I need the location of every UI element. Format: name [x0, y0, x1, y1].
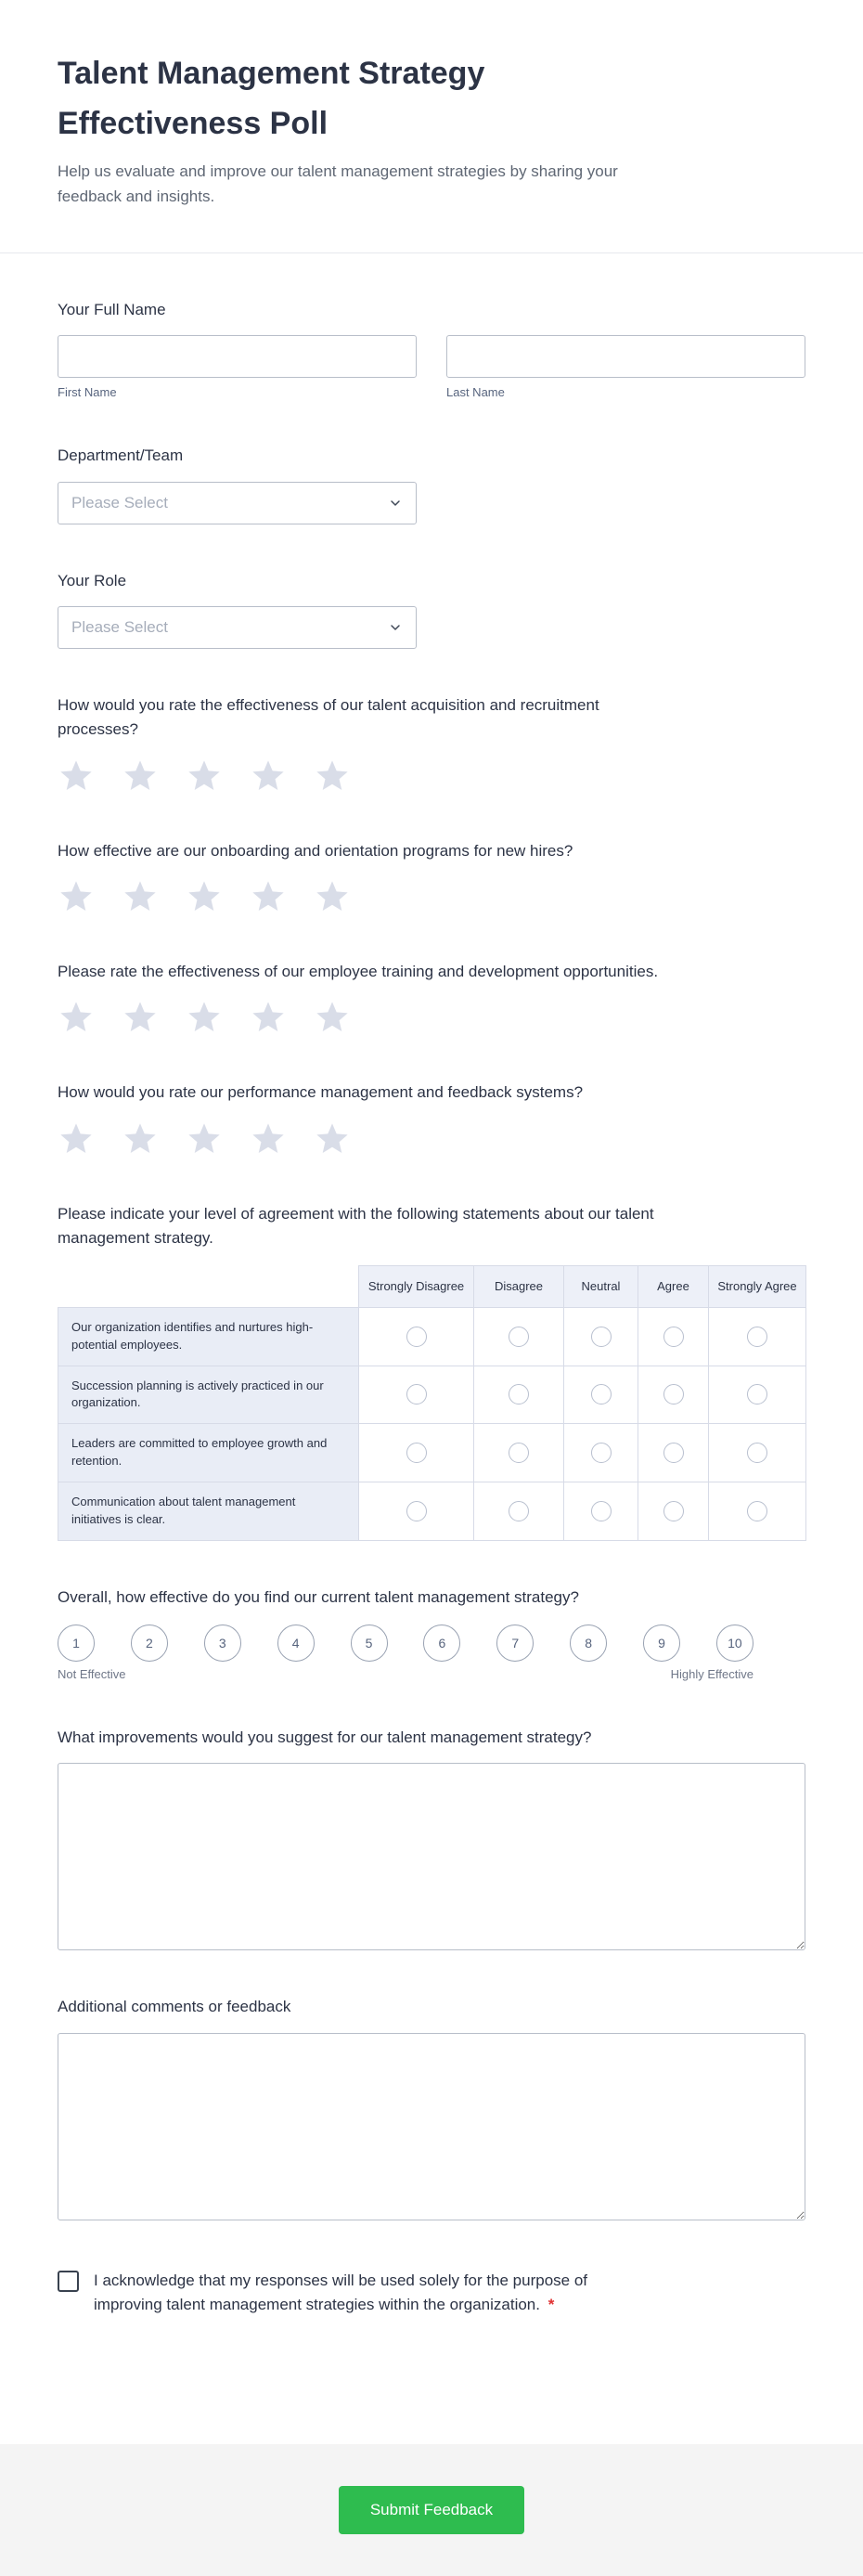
last-name-column	[446, 335, 805, 399]
radio-button[interactable]	[509, 1327, 529, 1347]
form-title: Talent Management Strategy Effectiveness Poll	[58, 56, 485, 142]
scale-option[interactable]: 7	[496, 1625, 534, 1662]
star-icon[interactable]	[186, 878, 223, 915]
matrix-table	[58, 1265, 806, 1540]
star-icon[interactable]	[250, 878, 287, 915]
radio-button[interactable]	[509, 1443, 529, 1463]
role-label: Your Role	[58, 571, 127, 589]
question-full-name	[58, 298, 805, 399]
radio-button[interactable]	[663, 1327, 684, 1347]
star-icon[interactable]	[314, 757, 351, 795]
star-rating	[58, 999, 805, 1036]
question-improvements	[58, 1726, 805, 1950]
question-onboarding-rating	[58, 839, 805, 915]
question-overall-scale	[58, 1586, 805, 1681]
star-icon[interactable]	[250, 999, 287, 1036]
star-icon[interactable]	[186, 757, 223, 795]
overall-scale-label: Overall, how effective do you find our current talent management strategy?	[58, 1587, 579, 1606]
recruitment-rating-label: How would you rate the effectiveness of our talent acquisition and recruitment processes?	[58, 695, 599, 739]
agreement-matrix-label: Please indicate your level of agreement with the following statements about our talent management strategy.	[58, 1204, 654, 1247]
role-select-value: Please Select	[71, 617, 168, 636]
radio-button[interactable]	[747, 1501, 767, 1521]
matrix-column-header: Disagree	[474, 1266, 564, 1308]
question-agreement-matrix	[58, 1202, 805, 1541]
last-name-input[interactable]	[446, 335, 805, 378]
question-acknowledgement	[58, 2269, 805, 2318]
radio-button[interactable]	[406, 1443, 427, 1463]
radio-button[interactable]	[591, 1443, 612, 1463]
matrix-row	[58, 1424, 806, 1482]
scale-option[interactable]: 10	[716, 1625, 754, 1662]
star-icon[interactable]	[250, 1120, 287, 1158]
matrix-row	[58, 1482, 806, 1540]
acknowledgement-text-wrap	[94, 2269, 650, 2318]
star-rating	[58, 1120, 805, 1158]
department-select-value: Please Select	[71, 493, 168, 511]
radio-button[interactable]	[406, 1501, 427, 1521]
radio-button[interactable]	[406, 1327, 427, 1347]
matrix-corner-cell	[58, 1266, 359, 1308]
star-rating	[58, 878, 805, 915]
star-icon[interactable]	[250, 757, 287, 795]
required-asterisk: *	[547, 2295, 555, 2313]
radio-button[interactable]	[591, 1384, 612, 1405]
scale-endpoint-labels	[58, 1667, 754, 1681]
scale-option[interactable]: 9	[643, 1625, 680, 1662]
acknowledgement-checkbox[interactable]	[58, 2271, 79, 2292]
scale-min-label: Not Effective	[58, 1666, 126, 1681]
scale-option[interactable]: 3	[204, 1625, 241, 1662]
chevron-down-icon	[388, 496, 403, 511]
department-label: Department/Team	[58, 447, 184, 465]
scale-max-label: Highly Effective	[670, 1666, 754, 1681]
radio-button[interactable]	[747, 1327, 767, 1347]
improvements-textarea[interactable]	[58, 1763, 805, 1950]
matrix-column-header: Neutral	[564, 1266, 638, 1308]
chevron-down-icon	[388, 620, 403, 635]
matrix-row	[58, 1307, 806, 1366]
matrix-row-label: Leaders are committed to employee growth and retention.	[58, 1424, 359, 1482]
radio-button[interactable]	[747, 1384, 767, 1405]
first-name-input[interactable]	[58, 335, 417, 378]
star-icon[interactable]	[186, 999, 223, 1036]
star-icon[interactable]	[122, 1120, 159, 1158]
form-subtitle: Help us evaluate and improve our talent management strategies by sharing your feedback and insights.	[58, 162, 618, 206]
star-icon[interactable]	[58, 999, 95, 1036]
radio-button[interactable]	[663, 1384, 684, 1405]
role-select[interactable]	[58, 606, 417, 649]
scale-option[interactable]: 6	[423, 1625, 460, 1662]
radio-button[interactable]	[663, 1443, 684, 1463]
department-select[interactable]	[58, 482, 417, 524]
scale-options-row	[58, 1625, 754, 1662]
star-icon[interactable]	[122, 999, 159, 1036]
question-recruitment-rating	[58, 693, 805, 795]
matrix-row	[58, 1366, 806, 1424]
star-icon[interactable]	[314, 999, 351, 1036]
form-header	[0, 0, 863, 252]
star-icon[interactable]	[58, 1120, 95, 1158]
star-icon[interactable]	[58, 757, 95, 795]
submit-button[interactable]: Submit Feedback	[339, 2486, 524, 2534]
question-comments	[58, 1995, 805, 2220]
radio-button[interactable]	[509, 1501, 529, 1521]
matrix-row-label: Communication about talent management initiatives is clear.	[58, 1482, 359, 1540]
question-performance-rating	[58, 1081, 805, 1157]
performance-rating-label: How would you rate our performance management and feedback systems?	[58, 1083, 584, 1102]
star-rating	[58, 757, 805, 795]
scale-widget	[58, 1625, 754, 1681]
star-icon[interactable]	[58, 878, 95, 915]
scale-option[interactable]: 4	[277, 1625, 315, 1662]
training-rating-label: Please rate the effectiveness of our employee training and development opportunities.	[58, 962, 659, 980]
star-icon[interactable]	[122, 757, 159, 795]
scale-option[interactable]: 5	[351, 1625, 388, 1662]
question-role	[58, 569, 805, 649]
improvements-label: What improvements would you suggest for our talent management strategy?	[58, 1728, 592, 1746]
onboarding-rating-label: How effective are our onboarding and orientation programs for new hires?	[58, 841, 573, 860]
matrix-row-label: Succession planning is actively practiced in our organization.	[58, 1366, 359, 1424]
scale-option[interactable]: 2	[131, 1625, 168, 1662]
first-name-sublabel: First Name	[58, 385, 117, 400]
star-icon[interactable]	[314, 878, 351, 915]
matrix-column-header: Strongly Disagree	[359, 1266, 474, 1308]
acknowledgement-text: I acknowledge that my responses will be used solely for the purpose of improving talent management strategies within the organization.	[94, 2271, 588, 2313]
star-icon[interactable]	[314, 1120, 351, 1158]
question-training-rating	[58, 960, 805, 1036]
star-icon[interactable]	[122, 878, 159, 915]
question-department	[58, 444, 805, 524]
last-name-sublabel: Last Name	[446, 385, 505, 400]
scale-option[interactable]: 1	[58, 1625, 95, 1662]
scale-option[interactable]: 8	[570, 1625, 607, 1662]
matrix-column-header: Agree	[638, 1266, 709, 1308]
radio-button[interactable]	[663, 1501, 684, 1521]
form-body	[0, 253, 863, 2354]
matrix-row-label: Our organization identifies and nurtures high-potential employees.	[58, 1307, 359, 1366]
radio-button[interactable]	[509, 1384, 529, 1405]
star-icon[interactable]	[186, 1120, 223, 1158]
matrix-column-header: Strongly Agree	[709, 1266, 806, 1308]
radio-button[interactable]	[591, 1327, 612, 1347]
full-name-label: Your Full Name	[58, 300, 166, 318]
name-inputs-row	[58, 335, 805, 399]
comments-textarea[interactable]	[58, 2033, 805, 2220]
comments-label: Additional comments or feedback	[58, 1998, 291, 2016]
form-footer	[0, 2444, 863, 2576]
first-name-column	[58, 335, 417, 399]
radio-button[interactable]	[406, 1384, 427, 1405]
radio-button[interactable]	[747, 1443, 767, 1463]
radio-button[interactable]	[591, 1501, 612, 1521]
